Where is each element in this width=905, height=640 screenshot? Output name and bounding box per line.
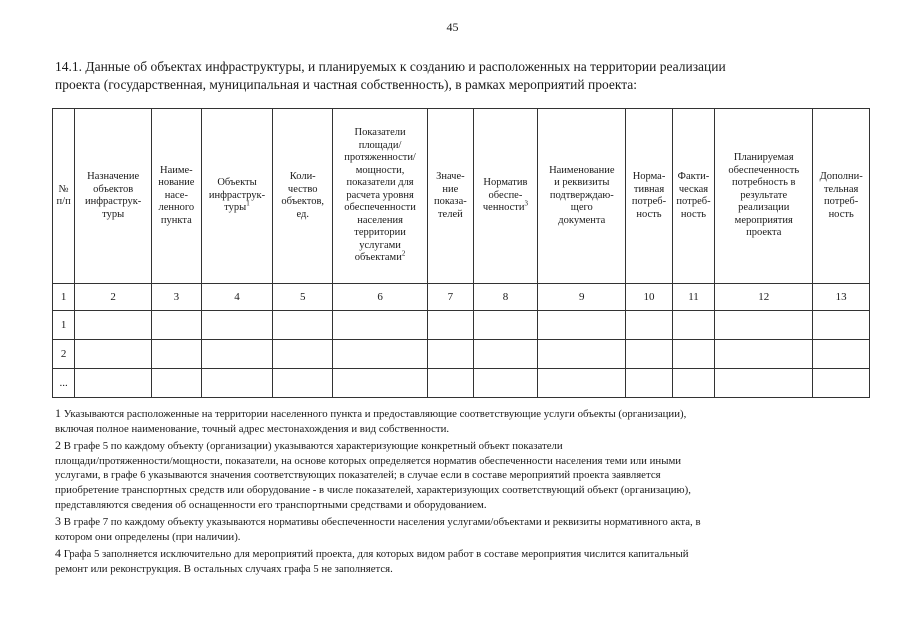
- footnote-ref: 1: [246, 199, 250, 208]
- table-cell: [152, 340, 202, 369]
- header-text: Коли- чество объектов, ед.: [281, 171, 325, 220]
- table-cell: [715, 369, 813, 398]
- table-cell: [626, 369, 673, 398]
- table-cell: [428, 340, 474, 369]
- column-number-row: [53, 284, 870, 311]
- row-number: ...: [53, 369, 75, 398]
- column-number: 13: [813, 284, 870, 311]
- table-cell: [152, 369, 202, 398]
- footnote-mark: 3: [55, 514, 61, 529]
- table-cell: [75, 369, 152, 398]
- table-cell: [75, 311, 152, 340]
- row-number: 1: [53, 311, 75, 340]
- page-number: 45: [446, 20, 459, 34]
- header-cell: [53, 109, 75, 284]
- column-number: 3: [152, 284, 202, 311]
- table-cell: [273, 340, 333, 369]
- table-cell: [538, 340, 626, 369]
- table-cell: [333, 340, 428, 369]
- column-number: 12: [715, 284, 813, 311]
- footnote-text: Указываются расположенные на территории населенного пункта и предоставляющие соответствующие услуги объекты (организации), включая полное наименование, точный адрес местонахождения и вид собственности.: [55, 408, 687, 435]
- table-cell: [75, 340, 152, 369]
- header-text: Наименование и реквизиты подтверждаю- щего документа: [549, 164, 615, 226]
- header-cell: [273, 109, 333, 284]
- footnote: [55, 406, 845, 436]
- header-row: [53, 109, 870, 284]
- table-cell: [428, 369, 474, 398]
- table-cell: [715, 340, 813, 369]
- table-cell: [473, 369, 538, 398]
- table-cell: [473, 311, 538, 340]
- table-cell: [672, 311, 714, 340]
- header-cell: [201, 109, 273, 284]
- header-text: Объекты инфраструк- туры: [208, 177, 266, 214]
- row-number: 2: [53, 340, 75, 369]
- infrastructure-table: [52, 108, 870, 398]
- column-number: 1: [53, 284, 75, 311]
- table-cell: [626, 311, 673, 340]
- column-number: 11: [672, 284, 714, 311]
- header-cell: [75, 109, 152, 284]
- header-cell: [473, 109, 538, 284]
- column-number: 9: [538, 284, 626, 311]
- footnote-text: В графе 7 по каждому объекту указываются нормативы обеспеченности населения услугами/объектами и реквизиты нормативного акта, в котором они определены (при наличии).: [55, 516, 701, 543]
- column-number: 10: [626, 284, 673, 311]
- header-text: Значе- ние показа- телей: [433, 171, 467, 220]
- table-row: [53, 311, 870, 340]
- header-cell: [538, 109, 626, 284]
- table-row: [53, 369, 870, 398]
- footnote-mark: 1: [55, 406, 61, 420]
- footnote: [55, 514, 845, 544]
- header-cell: [813, 109, 870, 284]
- header-cell: [715, 109, 813, 284]
- header-text: Показатели площади/ протяженности/ мощности, показатели для расчета уровня обеспеченности населения территории услугами объектами: [344, 127, 416, 264]
- footnotes: [55, 406, 845, 579]
- footnote-text: Графа 5 заполняется исключительно для мероприятий проекта, для которых видом работ в составе мероприятия числится капитальный ремонт или реконструкция. В остальных случаях графа 5 не заполняется.: [55, 548, 689, 575]
- table-cell: [201, 369, 273, 398]
- column-number: 6: [333, 284, 428, 311]
- table-cell: [201, 311, 273, 340]
- table-cell: [152, 311, 202, 340]
- header-text: Дополни- тельная потреб- ность: [819, 171, 863, 220]
- header-cell: [672, 109, 714, 284]
- header-cell: [626, 109, 673, 284]
- header-cell: [428, 109, 474, 284]
- table-cell: [428, 311, 474, 340]
- header-text: Планируемая обеспеченность потребность в результате реализации мероприятия проекта: [728, 152, 800, 239]
- footnote-mark: 2: [55, 438, 61, 453]
- header-text: Норма- тивная потреб- ность: [631, 171, 667, 220]
- footnote-mark: 4: [55, 546, 61, 561]
- table-cell: [626, 340, 673, 369]
- column-number: 5: [273, 284, 333, 311]
- footnote-ref: 3: [524, 199, 528, 208]
- section-heading: 14.1. Данные об объектах инфраструктуры, и планируемых к созданию и расположенных на территории реализации проекта (государственная, муниципальная и частная собственность), в рамках мероприятий проекта:: [55, 59, 726, 92]
- column-number: 7: [428, 284, 474, 311]
- table-cell: [538, 369, 626, 398]
- column-number: 4: [201, 284, 273, 311]
- header-text: № п/п: [56, 183, 71, 207]
- table-cell: [813, 311, 870, 340]
- header-cell: [333, 109, 428, 284]
- table-cell: [813, 369, 870, 398]
- header-text: Назначение объектов инфраструк- туры: [85, 171, 142, 220]
- table-cell: [715, 311, 813, 340]
- table-cell: [333, 369, 428, 398]
- table-row: [53, 340, 870, 369]
- table-cell: [473, 340, 538, 369]
- header-text: Факти- ческая потреб- ность: [676, 171, 711, 220]
- table-cell: [813, 340, 870, 369]
- footnote-ref: 2: [401, 249, 406, 258]
- footnote: [55, 546, 845, 576]
- column-number: 8: [473, 284, 538, 311]
- table-cell: [273, 369, 333, 398]
- table-cell: [672, 340, 714, 369]
- footnote-text: В графе 5 по каждому объекту (организации) указываются характеризующие конкретный объект показатели площади/протяженности/мощности, показатели, на основе которых определяется норматив обеспеченности населения теми или иными услугами, в графе 6 указываются значения соответствующих показателей; в случае если в составе мероприятий проекта заявляется приобретение транспортных средств или оборудование - в числе показателей, характеризующих соответствующий объект (организацию), представляются сведения об оснащенности его транспортными средствами и оборудованием.: [55, 440, 691, 511]
- footnote: [55, 438, 845, 512]
- column-number: 2: [75, 284, 152, 311]
- header-cell: [152, 109, 202, 284]
- table-cell: [333, 311, 428, 340]
- table-cell: [273, 311, 333, 340]
- table-cell: [201, 340, 273, 369]
- header-text: Наиме- нование насе- ленного пункта: [158, 164, 195, 226]
- header-text: Норматив обеспе- ченности: [482, 177, 528, 214]
- table-cell: [672, 369, 714, 398]
- table-cell: [538, 311, 626, 340]
